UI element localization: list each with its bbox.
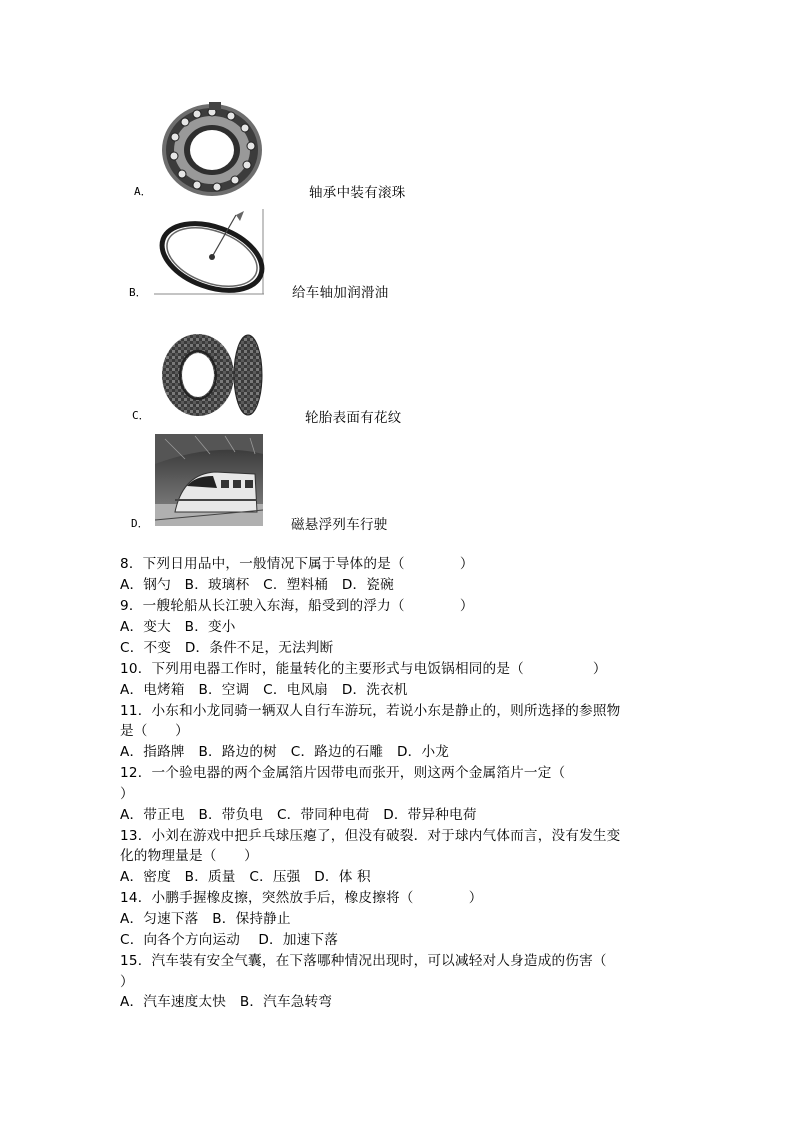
q11-stem-2: 是（ ） bbox=[120, 723, 189, 739]
option-c-caption: 轮胎表面有花纹 bbox=[305, 410, 402, 426]
option-b-letter: B． bbox=[129, 286, 147, 299]
q9-stem: 9．一艘轮船从长江驶入东海，船受到的浮力（ ） bbox=[120, 598, 474, 614]
q10-stem: 10．下列用电器工作时，能量转化的主要形式与电饭锅相同的是（ ） bbox=[120, 661, 607, 677]
ball-bearing-photo-icon bbox=[157, 100, 265, 198]
q15-options: A．汽车速度太快 B．汽车急转弯 bbox=[120, 994, 333, 1010]
q12-stem-2: ） bbox=[120, 786, 134, 802]
q12-stem-1: 12．一个验电器的两个金属箔片因带电而张开，则这两个金属箔片一定（ bbox=[120, 765, 566, 781]
option-a-caption: 轴承中装有滚珠 bbox=[309, 185, 406, 201]
bicycle-wheel-photo-icon bbox=[154, 207, 266, 297]
q14-options-1: A．匀速下落 B．保持静止 bbox=[120, 911, 291, 927]
q15-stem-2: ） bbox=[120, 974, 134, 990]
q11-stem-1: 11．小东和小龙同骑一辆双人自行车游玩，若说小东是静止的，则所选择的参照物 bbox=[120, 703, 621, 719]
option-d-letter: D． bbox=[131, 517, 149, 530]
maglev-train-photo-icon bbox=[155, 434, 263, 526]
q8-stem: 8．下列日用品中，一般情况下属于导体的是（ ） bbox=[120, 556, 474, 572]
option-a-letter: A． bbox=[134, 185, 152, 198]
q13-stem-2: 化的物理量是（ ） bbox=[120, 848, 258, 864]
tire-tread-photo-icon bbox=[160, 332, 264, 418]
q13-stem-1: 13．小刘在游戏中把乒乓球压瘪了，但没有破裂．对于球内气体而言，没有发生变 bbox=[120, 828, 621, 844]
q15-stem-1: 15．汽车装有安全气囊，在下落哪种情况出现时，可以减轻对人身造成的伤害（ bbox=[120, 953, 607, 969]
q13-options: A．密度 B．质量 C．压强 D．体 积 bbox=[120, 869, 371, 885]
q9-options-2: C．不变 D．条件不足，无法判断 bbox=[120, 640, 334, 656]
q14-options-2: C．向各个方向运动 D．加速下落 bbox=[120, 932, 338, 948]
option-d-caption: 磁悬浮列车行驶 bbox=[291, 517, 388, 533]
q10-options: A．电烤箱 B．空调 C．电风扇 D．洗衣机 bbox=[120, 682, 408, 698]
q9-options-1: A．变大 B．变小 bbox=[120, 619, 236, 635]
q12-options: A．带正电 B．带负电 C．带同种电荷 D．带异种电荷 bbox=[120, 807, 477, 823]
q14-stem: 14．小鹏手握橡皮擦，突然放手后，橡皮擦将（ ） bbox=[120, 890, 483, 906]
q11-options: A．指路牌 B．路边的树 C．路边的石雕 D．小龙 bbox=[120, 744, 450, 760]
option-c-letter: C． bbox=[132, 409, 150, 422]
q8-options: A．钢勺 B．玻璃杯 C．塑料桶 D．瓷碗 bbox=[120, 577, 394, 593]
option-b-caption: 给车轴加润滑油 bbox=[292, 285, 389, 301]
